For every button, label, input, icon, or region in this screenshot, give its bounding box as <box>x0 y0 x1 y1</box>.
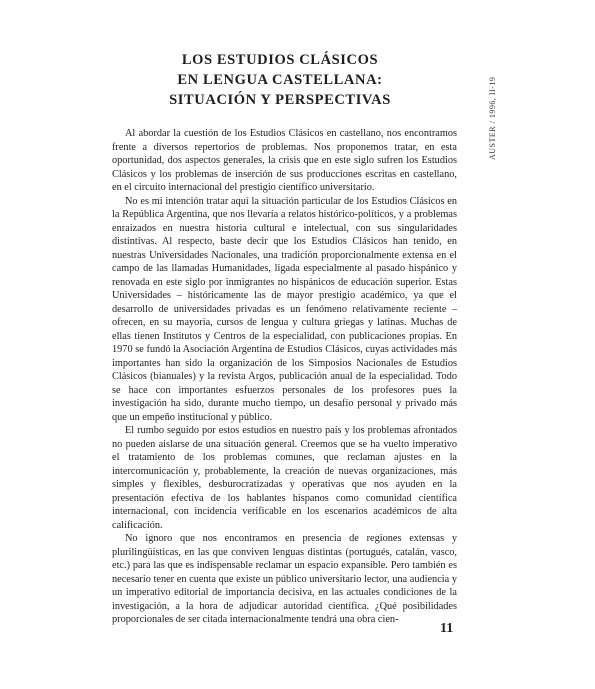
paragraph-3: El rumbo seguido por estos estudios en nuestro país y los problemas afrontados no pueden aislarse de una situación general. Creemos que se ha vuelto imperativo el tratamiento de los problemas comunes, que reclaman ajustes en la intercomunicación y, probablemente, la creación de nuevas organizaciones, más simples y flexibles, desburocratizadas y operativas que nos ayuden en la presentación efectiva de los hablantes hispanos como comunidad científica internacional, con incidencia verificable en los escenarios académicos de alta calificación. <box>112 425 457 531</box>
title-line-1: LOS ESTUDIOS CLÁSICOS <box>181 52 379 68</box>
paragraph-2: No es mi intención tratar aquí la situación particular de los Estudios Clásicos en la República Argentina, que nos llevaría a relatos histórico-políticos, y a problemas enraizados en nuestra historia cultural e intelectual, con sus singularidades distintivas. Al respecto, baste decir que los Estudios Clásicos han tenido, en nuestras Universidades Nacionales, una tradición proporcionalmente extensa en el campo de las llamadas Humanidades, ligada especialmente al pasado hispánico y renovada en este siglo por inmigrantes no hispánicos de educación superior. Estas Universidades – históricamente las de mayor prestigio académico, ya que el desarrollo de universidades privadas es un fenómeno relativamente reciente – ofrecen, en su mayoría, cursos de lengua y cultura griegas y latinas. Muchas de ellas tienen Institutos y Centros de la especialidad, con publicaciones propias. En 1970 se fundó la Asociación Argentina de Estudios Clásicos, cuyas actividades más importantes han sido la organización de los Simposios Nacionales de Estudios Clásicos (bianuales) y la revista Argos, publicación anual de la especialidad. Todo se hace con importantes esfuerzos personales de los profesores pues la investigación ha sido, durante mucho tiempo, un desafío personal y privado más que un empeño institucional y público. <box>112 195 457 423</box>
page-number: 11 <box>440 621 454 636</box>
title-line-3: SITUACIÓN Y PERSPECTIVAS <box>169 92 391 108</box>
title-line-2: EN LENGUA CASTELLANA: <box>177 72 383 88</box>
article-body <box>112 127 457 627</box>
paragraph-1: Al abordar la cuestión de los Estudios Clásicos en castellano, nos encontramos frente a diversos repertorios de problemas. Nos proponemos tratar, en esta oportunidad, dos aspectos generales, la crisis que en este siglo sufren los Estudios Clásicos y los problemas de inserción de sus producciones escritas en castellano, en el circuito internacional del prestigio científico universitario. <box>112 128 457 193</box>
article-title <box>100 50 460 110</box>
paragraph-4: No ignoro que nos encontramos en presencia de regiones extensas y plurilingüísticas, en las que conviven lenguas distintas (portugués, catalán, vasco, etc.) para las que es indispensable reclamar un espacio expansible. Pero también es necesario tener en cuenta que existe un público universitario lector, una audiencia y un imperativo editorial de importancia decisiva, en las actuales condiciones de la investigación, a la hora de adjudicar autoridad científica. ¿Qué posibilidades proporcionales de ser citada internacionalmente tendrá una obra cien- <box>112 533 457 625</box>
journal-reference: AUSTER / 1996, II-19 <box>488 76 497 160</box>
